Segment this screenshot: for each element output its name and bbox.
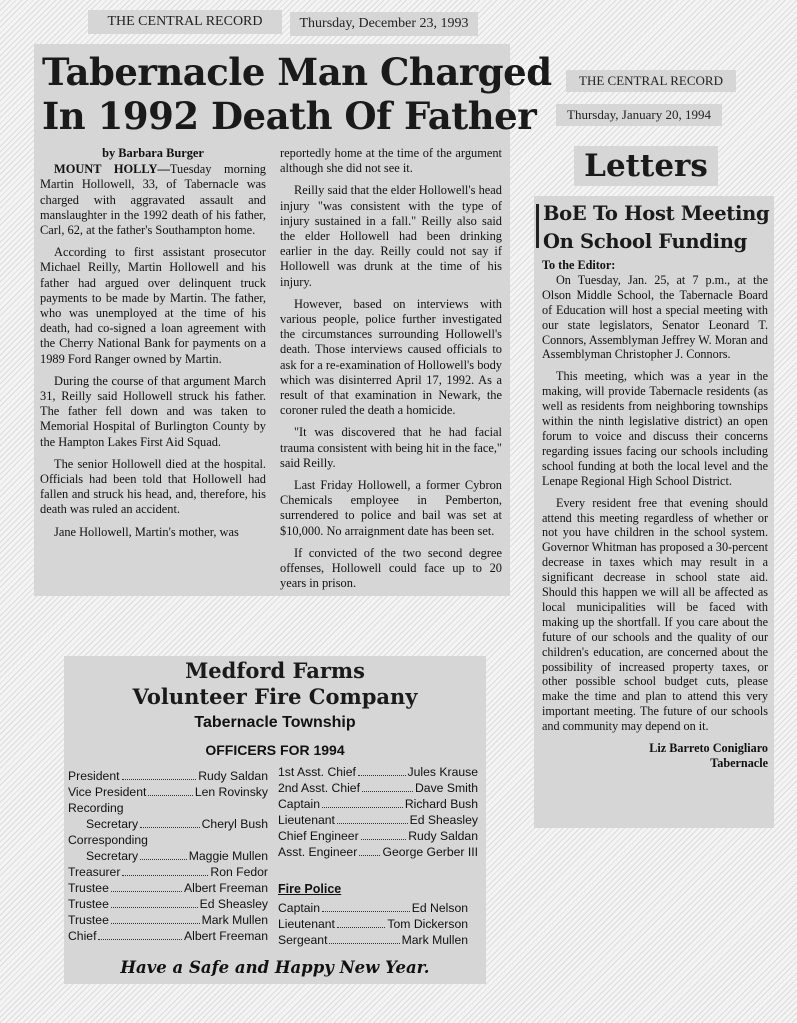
letters-title: Letters [584,148,708,184]
article-para: Jane Hollowell, Martin's mother, was [54,524,239,539]
notice-greeting: Have a Safe and Happy New Year. [120,958,430,977]
article-headline-line2: In 1992 Death Of Father [42,94,537,138]
fire-police-row [278,900,468,916]
leader-dots [359,844,380,856]
letter-signature: Liz Barreto Conigliaro [649,741,768,756]
fire-police-list [278,900,468,948]
officer-name: Cheryl Bush [201,817,268,831]
officer-name: Rudy Saldan [198,769,268,783]
officer-row [68,816,268,832]
officer-role: Recording [68,801,124,815]
article-para: reportedly home at the time of the argument although she did not see it. [280,146,502,176]
officer-row [68,848,268,864]
leader-dots [362,780,413,792]
headline-rule [536,204,539,248]
officer-row [68,880,268,896]
officer-name: Albert Freeman [184,929,268,943]
article-column-2 [280,146,502,598]
officer-name: George Gerber III [382,845,478,859]
officer-name: Albert Freeman [184,881,268,895]
officer-role: Secretary [86,817,139,831]
letter-body [542,258,768,771]
article-para: According to first assistant prosecutor Michael Reilly, Martin Hollowell and his father had argued over delinquent truck payments to be made by Martin. The father, who was unemployed at the time of his death, had co-signed a loan agreement with the Cherry National Bank for payments on a 1989 Ford Ranger owned by Martin. [40,245,266,366]
officer-row [278,796,478,812]
officer-row [68,768,268,784]
leader-dots [122,768,197,780]
fire-company-notice [64,656,486,984]
officer-role: Secretary [86,849,139,863]
leader-dots [337,916,385,928]
clip1-date-tag: Thursday, December 23, 1993 [290,12,478,36]
article-para: However, based on interviews with various people, police further investigated the circumstances surrounding Hollowell's death. Those interviews caused officials to ask for a re-examination of Hollowell's body which was disinterred April 17, 1992. As a result of that examination in Newark, the coroner ruled the death a homicide. [280,296,502,418]
officer-name: Maggie Mullen [188,849,268,863]
leader-dots [361,828,407,840]
article-para: Reilly said that the elder Hollowell's head injury "was consistent with the type of injury sustained in a fall." Reilly also said the elder Hollowell had been drinking earlier in the day. Reilly could not say if Hollowell was drunk at the time of his injury. [280,183,502,289]
notice-officers-heading: OFFICERS FOR 1994 [205,742,345,758]
article-byline: by Barbara Burger [102,146,204,160]
article-clipping [34,44,552,596]
leader-dots [111,912,200,924]
officer-name: Ed Sheasley [409,813,478,827]
officer-name: Ed Sheasley [199,897,268,911]
officer-row [278,828,478,844]
officer-row [68,800,268,816]
officer-name: Dave Smith [415,781,478,795]
officer-role: Captain [278,901,321,915]
notice-township: Tabernacle Township [194,714,356,731]
fire-police-row [278,932,468,948]
article-para: If convicted of the two second degree offenses, Hollowell could face up to 20 years in prison. [280,545,502,591]
officer-role: Asst. Engineer [278,845,358,859]
leader-dots [98,928,182,940]
letter-headline-line1: BoE To Host Meeting [543,202,770,225]
clip1-paper-tag: THE CENTRAL RECORD [88,10,282,34]
officer-role: President [68,769,120,783]
officer-name: Mark Mullen [201,913,268,927]
leader-dots [140,848,187,860]
officer-role: Chief Engineer [278,829,359,843]
article-para: Last Friday Hollowell, a former Cybron Chemicals employee in Pemberton, surrendered to police and bail was set at $10,000. No arraignment date has been set. [280,478,502,538]
article-dateline: MOUNT HOLLY— [54,162,170,177]
officer-row [68,832,268,848]
clip2-paper-tag: THE CENTRAL RECORD [566,70,736,92]
leader-dots [111,896,198,908]
officer-row [278,780,478,796]
notice-title-line2: Volunteer Fire Company [132,684,418,709]
officer-role: 1st Asst. Chief [278,765,356,779]
leader-dots [358,764,406,776]
clip2-date-tag: Thursday, January 20, 1994 [556,104,722,126]
officer-role: Lieutenant [278,917,335,931]
officer-row [278,812,478,828]
officer-role: Trustee [68,913,109,927]
officer-name: Richard Bush [404,797,478,811]
letters-section-header [574,146,718,186]
letter-clipping [534,196,774,828]
officer-role: Vice President [68,785,147,799]
officer-role: Trustee [68,897,109,911]
officer-name: Rudy Saldan [408,829,478,843]
officer-row [278,844,478,860]
officer-role: Trustee [68,881,109,895]
letter-para: This meeting, which was a year in the making, will provide Tabernacle residents (as well as residents from neighboring townships within the ninth legislative district) an open forum to voice and discuss their concerns regarding issues facing our schools including school funding at both the local level and the Lenape Regional High School District. [542,369,768,488]
article-para: The senior Hollowell died at the hospital. Officials had been told that Hollowell had fallen and struck his head, and, therefore, his death was ruled an accident. [40,456,266,517]
officer-name: Jules Krause [407,765,478,779]
officer-name: Len Rovinsky [194,785,268,799]
officers-right-column [278,764,478,860]
officer-name: Ed Nelson [411,901,468,915]
article-column-1 [40,146,266,547]
article-para: "It was discovered that he had facial trauma consistent with being hit in the face," said Reilly. [280,425,502,470]
leader-dots [322,796,403,808]
officer-name: Mark Mullen [401,933,468,947]
fire-police-heading: Fire Police [278,882,342,896]
article-para: MOUNT HOLLY—Tuesday morning Martin Hollowell, 33, of Tabernacle was charged with aggravated assault and manslaughter in the 1992 death of his father, Carl, 62, at the father's Southampton home. [40,162,266,238]
letter-signature-town: Tabernacle [710,756,768,770]
officer-role: Captain [278,797,321,811]
officers-left-column [68,768,268,944]
officer-role: Chief [68,929,97,943]
leader-dots [122,864,208,876]
fire-police-row [278,916,468,932]
officer-row [68,912,268,928]
leader-dots [329,932,399,944]
officer-row [278,764,478,780]
officer-role: Corresponding [68,833,148,847]
notice-title-line1: Medford Farms [185,658,365,683]
article-headline-line1: Tabernacle Man Charged [42,50,552,94]
leader-dots [111,880,182,892]
officer-row [68,896,268,912]
officer-row [68,928,268,944]
leader-dots [337,812,408,824]
officer-role: Lieutenant [278,813,335,827]
letter-para: On Tuesday, Jan. 25, at 7 p.m., at the Olson Middle School, the Tabernacle Board of Education will host a special meeting with our state legislators, Senator Leonard T. Connors, Assemblyman Jeffrey W. Moran and Assemblyman Christopher J. Connors. [542,272,768,362]
leader-dots [140,816,199,828]
leader-dots [322,900,410,912]
article-para: During the course of that argument March 31, Reilly said Hollowell struck his father. The father fell down and was taken to Memorial Hospital of Burlington County by the Hampton Lakes First Aid Squad. [40,373,266,449]
officer-role: Treasurer [68,865,121,879]
officer-role: Sergeant [278,933,328,947]
officer-role: 2nd Asst. Chief [278,781,360,795]
officer-row [68,784,268,800]
letter-para: Every resident free that evening should attend this meeting regardless of whether or not you have children in the school system. Governor Whitman has proposed a 30-percent decrease in taxes which may result in a significant decrease in school state aid. Should this happen we will all be affected as local municipalities will be faced with making up the shortfall. If you care about the future of our schools and the quality of our children's education, are concerned about the possibility of increased property taxes, or other possible school budget cuts, please make the time and plan to attend this very important meeting. The future of our schools and community may depend on it. [542,495,768,734]
officer-row [68,864,268,880]
letter-headline-line2: On School Funding [543,230,747,253]
leader-dots [148,784,192,796]
officer-name: Ron Fedor [210,865,268,879]
letter-salutation: To the Editor: [542,258,616,272]
officer-name: Tom Dickerson [387,917,468,931]
